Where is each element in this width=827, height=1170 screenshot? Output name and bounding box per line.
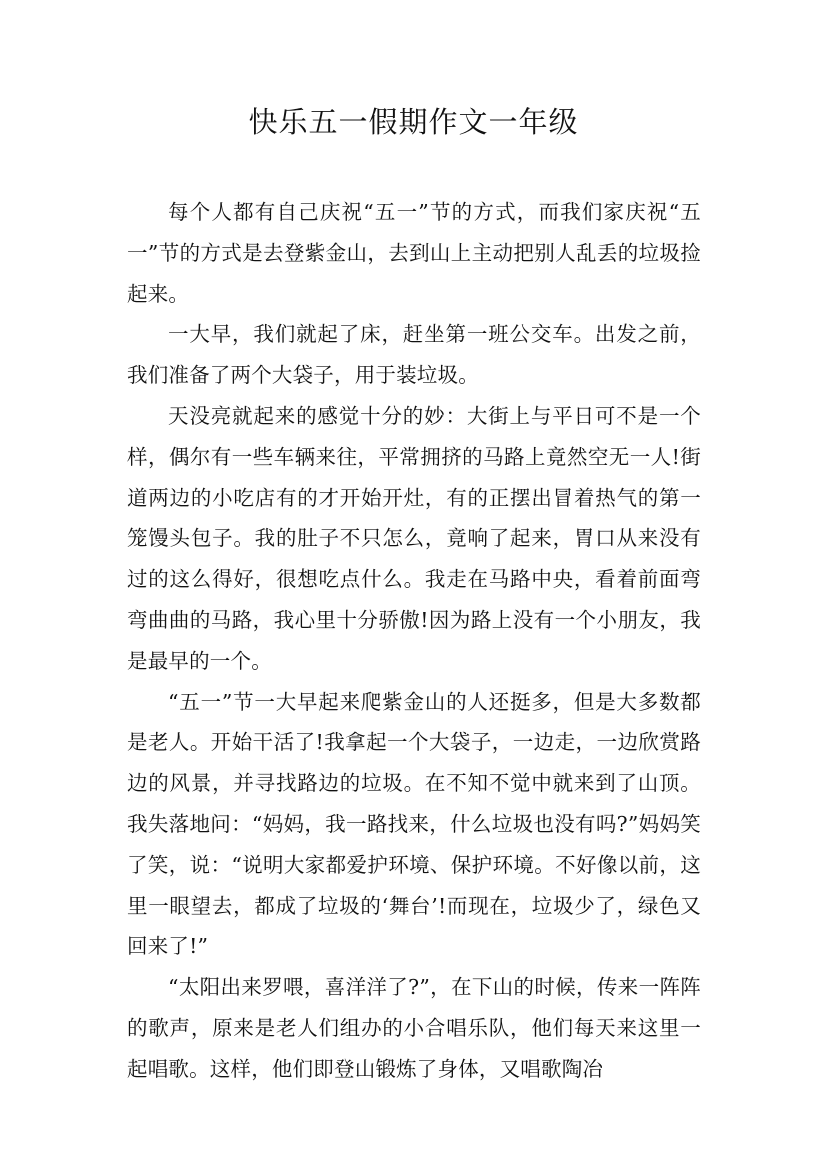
paragraph-1: 每个人都有自己庆祝“五一”节的方式，而我们家庆祝“五一”节的方式是去登紫金山，去到山上主动把别人乱丢的垃圾捡起来。 (127, 200, 701, 306)
paragraph-3: 天没亮就起来的感觉十分的妙：大街上与平日可不是一个样，偶尔有一些车辆来往，平常拥挤的马路上竟然空无一人!街道两边的小吃店有的才开始开灶，有的正摆出冒着热气的第一笼馒头包子。我的肚子不只怎么，竟响了起来，胃口从来没有过的这么得好，很想吃点什么。我走在马路中央，看着前面弯弯曲曲的马路，我心里十分骄傲!因为路上没有一个小朋友，我是最早的一个。 (127, 403, 701, 673)
paragraph-5: “太阳出来罗喂，喜洋洋了?”，在下山的时候，传来一阵阵的歌声，原来是老人们组办的小合唱乐队，他们每天来这里一起唱歌。这样，他们即登山锻炼了身体，又唱歌陶冶 (127, 975, 701, 1081)
paragraph-4: “五一”节一大早起来爬紫金山的人还挺多，但是大多数都是老人。开始干活了!我拿起一个大袋子，一边走，一边欣赏路边的风景，并寻找路边的垃圾。在不知不觉中就来到了山顶。我失落地问：“妈妈，我一路找来，什么垃圾也没有吗?”妈妈笑了笑，说：“说明大家都爱护环境、保护环境。不好像以前，这里一眼望去，都成了垃圾的‘舞台’!而现在，垃圾少了，绿色又回来了!” (127, 689, 701, 959)
paragraph-2: 一大早，我们就起了床，赶坐第一班公交车。出发之前，我们准备了两个大袋子，用于装垃圾。 (127, 322, 701, 388)
document-body (127, 192, 701, 1090)
document-title: 快乐五一假期作文一年级 (248, 105, 579, 139)
